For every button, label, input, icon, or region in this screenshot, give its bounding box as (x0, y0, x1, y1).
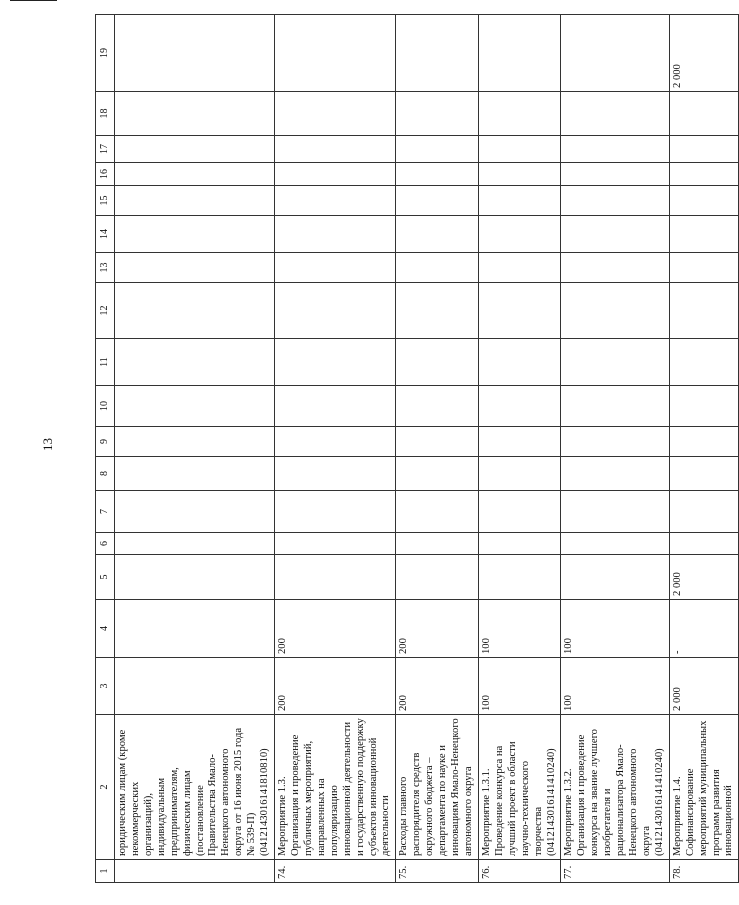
cell-empty (275, 427, 396, 457)
cell-col-5 (115, 555, 275, 600)
cell-empty (275, 186, 396, 216)
cell-empty (115, 216, 275, 253)
cell-empty (561, 92, 669, 136)
cell-empty (115, 92, 275, 136)
cell-empty (561, 283, 669, 339)
cell-col-19 (561, 15, 669, 92)
column-header: 18 (96, 92, 115, 136)
cell-empty (396, 491, 479, 533)
table-row (561, 15, 669, 883)
column-header: 7 (96, 491, 115, 533)
row-name: Мероприятие 1.3. Организация и проведение публичных мероприятий, направленных на популяризацию инновационной деятельности и государственную поддержку субъектов инновационной деятельности (275, 715, 396, 860)
cell-empty (478, 533, 561, 555)
column-header: 17 (96, 136, 115, 163)
column-header: 3 (96, 658, 115, 715)
cell-empty (669, 457, 739, 491)
cell-col-4: 100 (561, 600, 669, 658)
cell-empty (478, 457, 561, 491)
cell-empty (115, 457, 275, 491)
row-name: Мероприятие 1.3.2. Организация и проведение конкурса на звание лучшего изобретателя и рационализатора Ямало-Ненецкого автономного округа (0412143016141410240) (561, 715, 669, 860)
cell-empty (275, 533, 396, 555)
budget-table (95, 14, 739, 883)
cell-col-3: 100 (478, 658, 561, 715)
cell-empty (115, 427, 275, 457)
cell-col-19 (396, 15, 479, 92)
row-number: 76. (478, 860, 561, 883)
cell-col-19 (478, 15, 561, 92)
column-header: 16 (96, 163, 115, 186)
cell-empty (396, 339, 479, 386)
column-header: 1 (96, 860, 115, 883)
cell-empty (115, 533, 275, 555)
cell-empty (478, 136, 561, 163)
row-name: юридическим лицам (кроме некоммерческих организаций), индивидуальным предпринимателям, физическим лицам (постановление Правительства Ямало-Ненецкого автономного округа от 16 июня 2015 года № 539-П) (0412143016141810810) (115, 715, 275, 860)
cell-col-3: 200 (396, 658, 479, 715)
cell-col-4 (115, 600, 275, 658)
row-number: 75. (396, 860, 479, 883)
cell-empty (478, 283, 561, 339)
cell-empty (275, 92, 396, 136)
cell-empty (478, 186, 561, 216)
cell-empty (115, 253, 275, 283)
cell-empty (669, 339, 739, 386)
cell-empty (275, 339, 396, 386)
row-name: Мероприятие 1.3.1. Проведение конкурса на лучший проект в области научно-технического творчества (0412143016141410240) (478, 715, 561, 860)
cell-empty (396, 186, 479, 216)
cell-col-4: 200 (275, 600, 396, 658)
cell-empty (478, 216, 561, 253)
cell-empty (396, 457, 479, 491)
row-number (115, 860, 275, 883)
cell-empty (669, 186, 739, 216)
cell-empty (275, 253, 396, 283)
cell-empty (396, 136, 479, 163)
table-row (478, 15, 561, 883)
cell-empty (396, 216, 479, 253)
cell-empty (275, 283, 396, 339)
cell-empty (396, 427, 479, 457)
cell-empty (478, 92, 561, 136)
cell-empty (115, 339, 275, 386)
cell-empty (115, 283, 275, 339)
cell-empty (561, 457, 669, 491)
cell-empty (669, 491, 739, 533)
cell-empty (669, 283, 739, 339)
row-number: 77. (561, 860, 669, 883)
cell-empty (275, 386, 396, 427)
table-row (396, 15, 479, 883)
table-row (275, 15, 396, 883)
column-header: 8 (96, 457, 115, 491)
cell-empty (115, 136, 275, 163)
cell-col-3: 2 000 (669, 658, 739, 715)
cell-col-4: - (669, 600, 739, 658)
cell-empty (115, 386, 275, 427)
cell-empty (478, 427, 561, 457)
column-header: 6 (96, 533, 115, 555)
cell-empty (669, 136, 739, 163)
cell-empty (669, 386, 739, 427)
cell-empty (396, 386, 479, 427)
row-name: Мероприятие 1.4. Софинансирование мероприятий муниципальных программ развития инновационной (669, 715, 739, 860)
cell-col-5: 2 000 (669, 555, 739, 600)
cell-empty (561, 163, 669, 186)
cell-empty (561, 339, 669, 386)
cell-empty (478, 386, 561, 427)
top-rule (10, 0, 57, 1)
cell-empty (561, 533, 669, 555)
cell-col-19: 2 000 (669, 15, 739, 92)
cell-empty (669, 533, 739, 555)
cell-empty (478, 491, 561, 533)
row-number: 78. (669, 860, 739, 883)
cell-empty (275, 136, 396, 163)
cell-col-19 (115, 15, 275, 92)
table-row (669, 15, 739, 883)
cell-empty (561, 253, 669, 283)
cell-col-3: 100 (561, 658, 669, 715)
cell-col-4: 100 (478, 600, 561, 658)
cell-empty (561, 386, 669, 427)
cell-empty (275, 163, 396, 186)
cell-empty (275, 216, 396, 253)
column-header: 14 (96, 216, 115, 253)
cell-empty (561, 427, 669, 457)
column-header: 15 (96, 186, 115, 216)
row-name: Расходы главного распорядителя средств окружного бюджета – департамента по науке и инновациям Ямало-Ненецкого автономного округа (396, 715, 479, 860)
cell-col-5 (478, 555, 561, 600)
cell-empty (561, 491, 669, 533)
cell-empty (275, 457, 396, 491)
cell-empty (478, 253, 561, 283)
table-row (115, 15, 275, 883)
cell-empty (669, 216, 739, 253)
cell-empty (561, 216, 669, 253)
column-header: 19 (96, 15, 115, 92)
cell-empty (561, 186, 669, 216)
cell-empty (115, 186, 275, 216)
column-header: 9 (96, 427, 115, 457)
column-number-row (96, 15, 115, 883)
cell-col-5 (561, 555, 669, 600)
cell-empty (115, 163, 275, 186)
cell-col-3: 200 (275, 658, 396, 715)
cell-empty (396, 163, 479, 186)
cell-empty (396, 92, 479, 136)
cell-col-19 (275, 15, 396, 92)
cell-empty (478, 339, 561, 386)
column-header: 4 (96, 600, 115, 658)
cell-empty (396, 253, 479, 283)
cell-empty (669, 427, 739, 457)
cell-col-5 (396, 555, 479, 600)
cell-empty (396, 533, 479, 555)
cell-empty (669, 92, 739, 136)
column-header: 12 (96, 283, 115, 339)
cell-empty (396, 283, 479, 339)
cell-empty (669, 253, 739, 283)
page-number: 13 (40, 438, 55, 451)
column-header: 13 (96, 253, 115, 283)
cell-empty (561, 136, 669, 163)
cell-empty (275, 491, 396, 533)
rotated-table-wrapper (95, 15, 735, 883)
cell-col-5 (275, 555, 396, 600)
cell-col-3 (115, 658, 275, 715)
column-header: 11 (96, 339, 115, 386)
cell-empty (478, 163, 561, 186)
row-number: 74. (275, 860, 396, 883)
cell-empty (115, 491, 275, 533)
column-header: 2 (96, 715, 115, 860)
cell-empty (669, 163, 739, 186)
column-header: 5 (96, 555, 115, 600)
column-header: 10 (96, 386, 115, 427)
cell-col-4: 200 (396, 600, 479, 658)
